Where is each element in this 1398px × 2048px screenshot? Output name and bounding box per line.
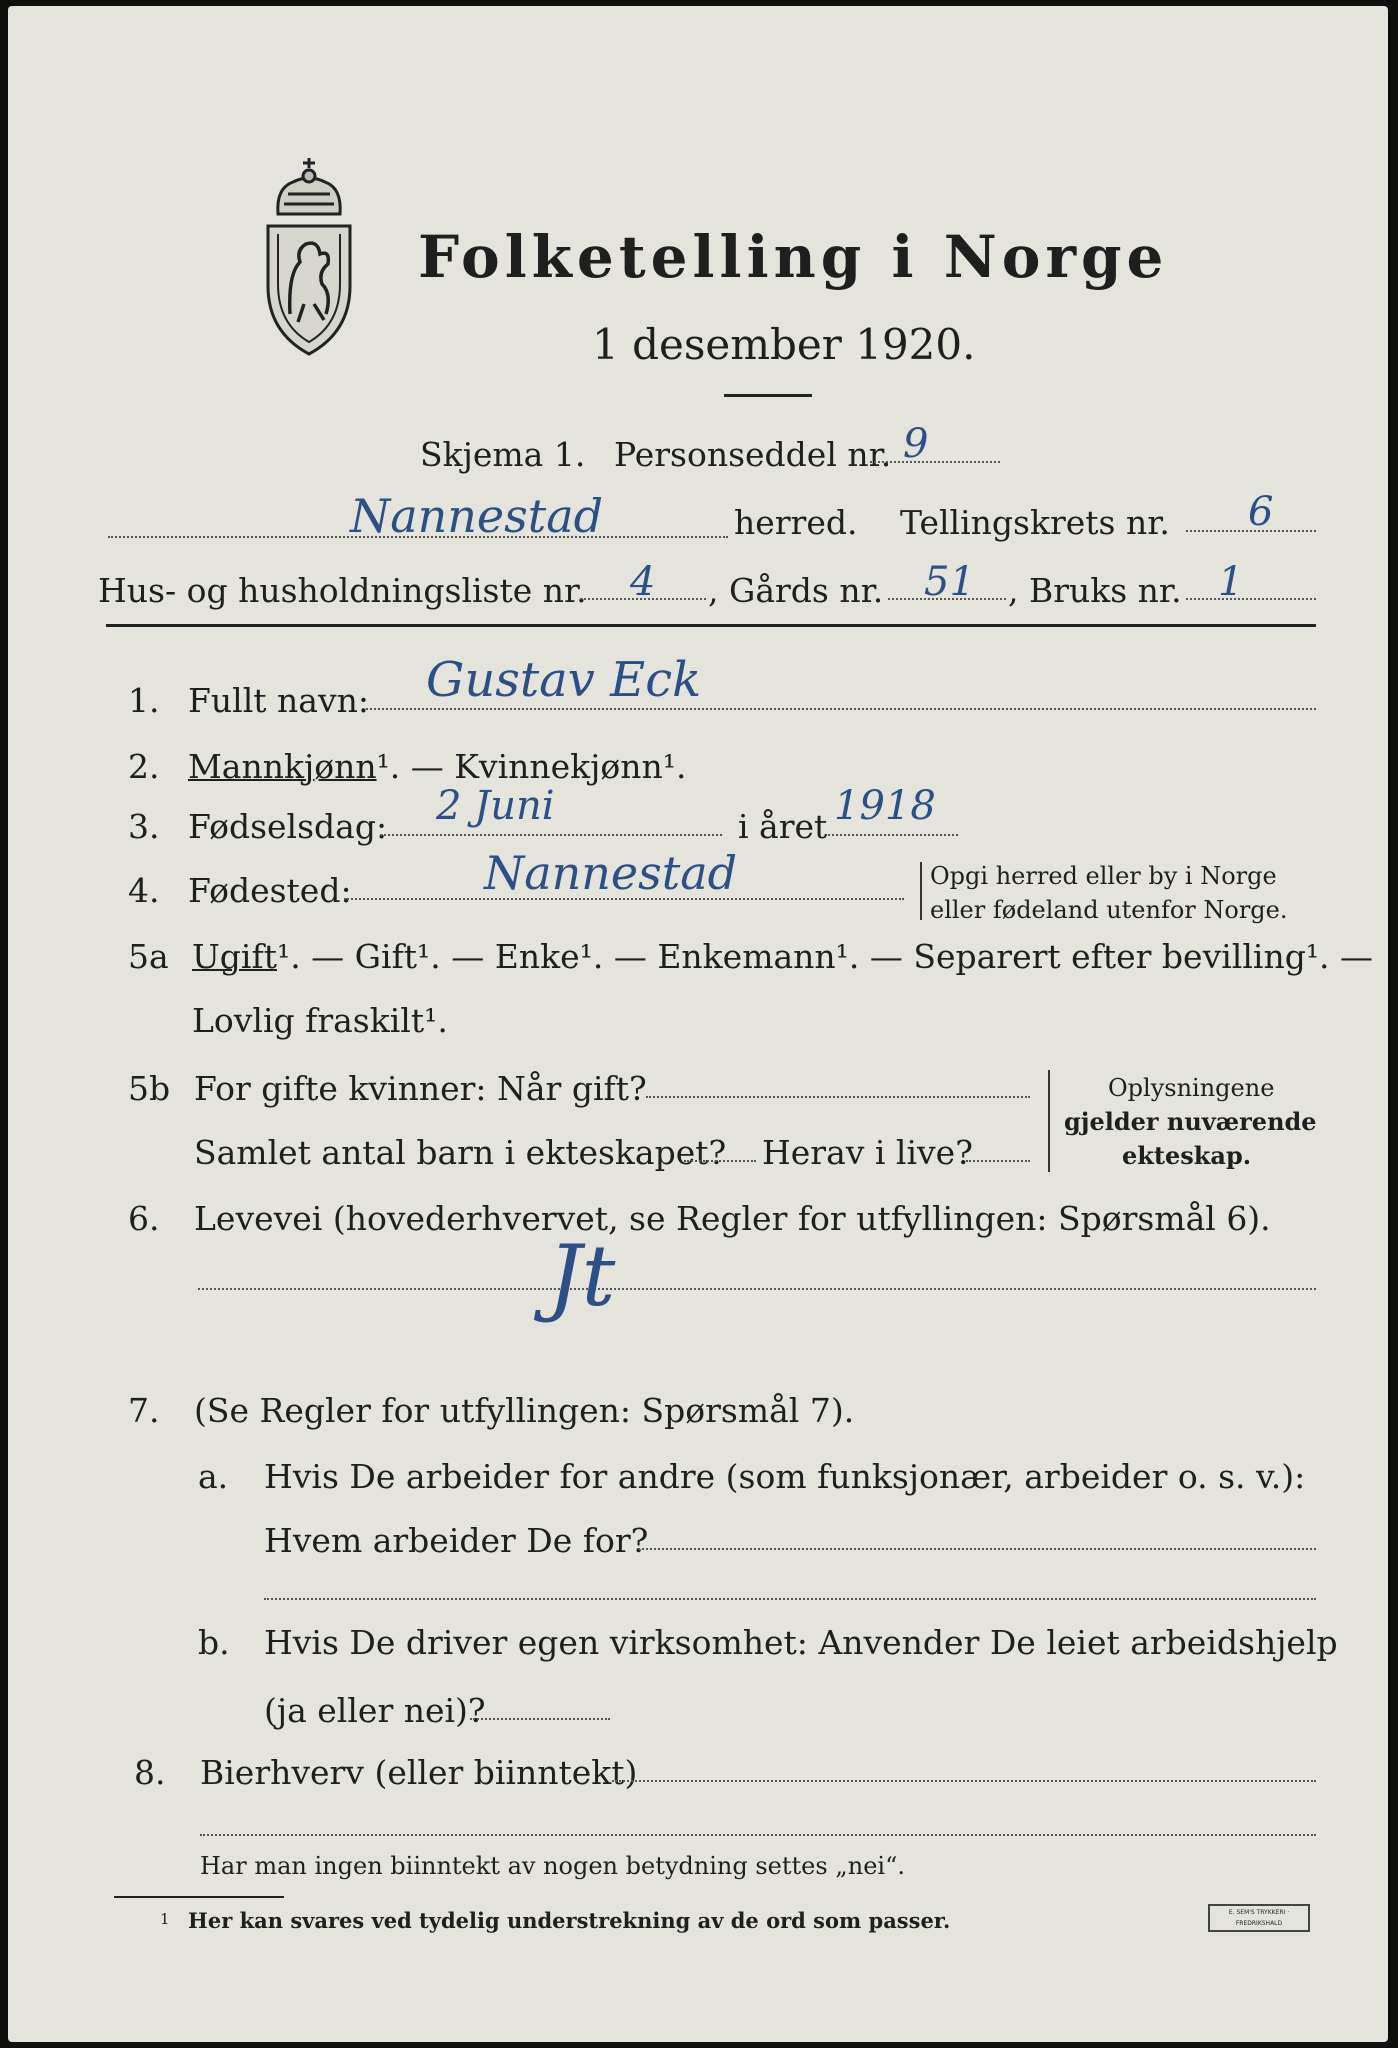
schema-label: Skjema 1. (420, 435, 586, 474)
q7b-text: Hvis De driver egen virksomhet: Anvender De leiet arbeidshjelp (264, 1623, 1338, 1662)
q5b-label-3: Herav i live? (762, 1133, 973, 1172)
q7b-letter: b. (198, 1623, 230, 1662)
occupation-value[interactable]: Jt (548, 1227, 616, 1325)
q4-note-1: Opgi herred eller by i Norge (930, 862, 1277, 890)
q7a-letter: a. (198, 1457, 229, 1496)
bruks-value[interactable]: 1 (1218, 559, 1244, 605)
q7b-question: (ja eller nei)? (264, 1691, 486, 1730)
q5a-number: 5a (128, 937, 169, 976)
header-rule (106, 624, 1316, 627)
q5b-label-1: For gifte kvinner: Når gift? (194, 1069, 647, 1108)
q2-options: Mannkjønn¹. — Kvinnekjønn¹. (188, 747, 687, 786)
q7a-question: Hvem arbeider De for? (264, 1521, 649, 1560)
q7-number: 7. (128, 1391, 160, 1430)
q8-note: Har man ingen biinntekt av nogen betydning settes „nei“. (200, 1852, 905, 1880)
q5a-options: Ugift¹. — Gift¹. — Enke¹. — Enkemann¹. — Separert efter bevilling¹. — (192, 937, 1374, 976)
q4-number: 4. (128, 871, 160, 910)
q4-label: Fødested: (188, 871, 352, 910)
herred-label: herred. (734, 503, 858, 542)
gards-value[interactable]: 51 (924, 559, 975, 605)
printer-stamp: E. SEM'S TRYKKERI · FREDRIKSHALD (1208, 1904, 1310, 1932)
personseddel-label: Personseddel nr. (614, 435, 892, 474)
bruks-label: , Bruks nr. (1008, 571, 1182, 610)
q5b-number: 5b (128, 1069, 171, 1108)
q5b-label-2: Samlet antal barn i ekteskapet? (194, 1133, 727, 1172)
q1-label: Fullt navn: (188, 681, 369, 720)
census-date: 1 desember 1920. (592, 320, 976, 369)
tellingskrets-label: Tellingskrets nr. (900, 503, 1170, 542)
q5b-note-2: gjelder nuværende (1064, 1107, 1317, 1136)
birthplace-value[interactable]: Nannestad (484, 846, 738, 900)
q3-number: 3. (128, 807, 160, 846)
gards-label: , Gårds nr. (708, 571, 884, 610)
hus-label: Hus- og husholdningsliste nr. (98, 571, 587, 610)
q8-label: Bierhverv (eller biinntekt) (200, 1753, 638, 1792)
coat-of-arms-icon (248, 154, 370, 358)
tellingskrets-value[interactable]: 6 (1248, 489, 1274, 535)
q2-number: 2. (128, 747, 160, 786)
full-name-value[interactable]: Gustav Eck (426, 652, 702, 708)
q7-label: (Se Regler for utfyllingen: Spørsmål 7). (194, 1391, 855, 1430)
q7a-text: Hvis De arbeider for andre (som funksjonær, arbeider o. s. v.): (264, 1457, 1306, 1496)
female-option[interactable]: Kvinnekjønn (454, 747, 663, 786)
q4-note-2: eller fødeland utenfor Norge. (930, 896, 1288, 924)
hus-value[interactable]: 4 (630, 559, 656, 605)
q6-label: Levevei (hovederhvervet, se Regler for utfyllingen: Spørsmål 6). (194, 1199, 1271, 1238)
form-title: Folketelling i Norge (418, 223, 1169, 291)
herred-value[interactable]: Nannestad (350, 489, 604, 543)
q1-number: 1. (128, 681, 160, 720)
q3-label: Fødselsdag: (188, 807, 388, 846)
birth-year-value[interactable]: 1918 (834, 783, 936, 829)
q5a-line2: Lovlig fraskilt¹. (192, 1001, 448, 1040)
title-rule (724, 394, 812, 397)
q8-number: 8. (134, 1753, 166, 1792)
personseddel-value[interactable]: 9 (903, 421, 929, 467)
ugift-option[interactable]: Ugift (192, 937, 277, 976)
footnote-mark: 1 (160, 1910, 170, 1928)
footnote-text: Her kan svares ved tydelig understrekning av de ord som passer. (188, 1908, 951, 1933)
q5b-note-3: ekteskap. (1122, 1141, 1252, 1170)
birth-date-value[interactable]: 2 Juni (436, 783, 555, 829)
male-option[interactable]: Mannkjønn (188, 747, 377, 786)
census-form (8, 6, 1388, 2042)
q5b-note-1: Oplysningene (1108, 1074, 1275, 1102)
year-label: i året (738, 807, 828, 846)
q6-number: 6. (128, 1199, 160, 1238)
